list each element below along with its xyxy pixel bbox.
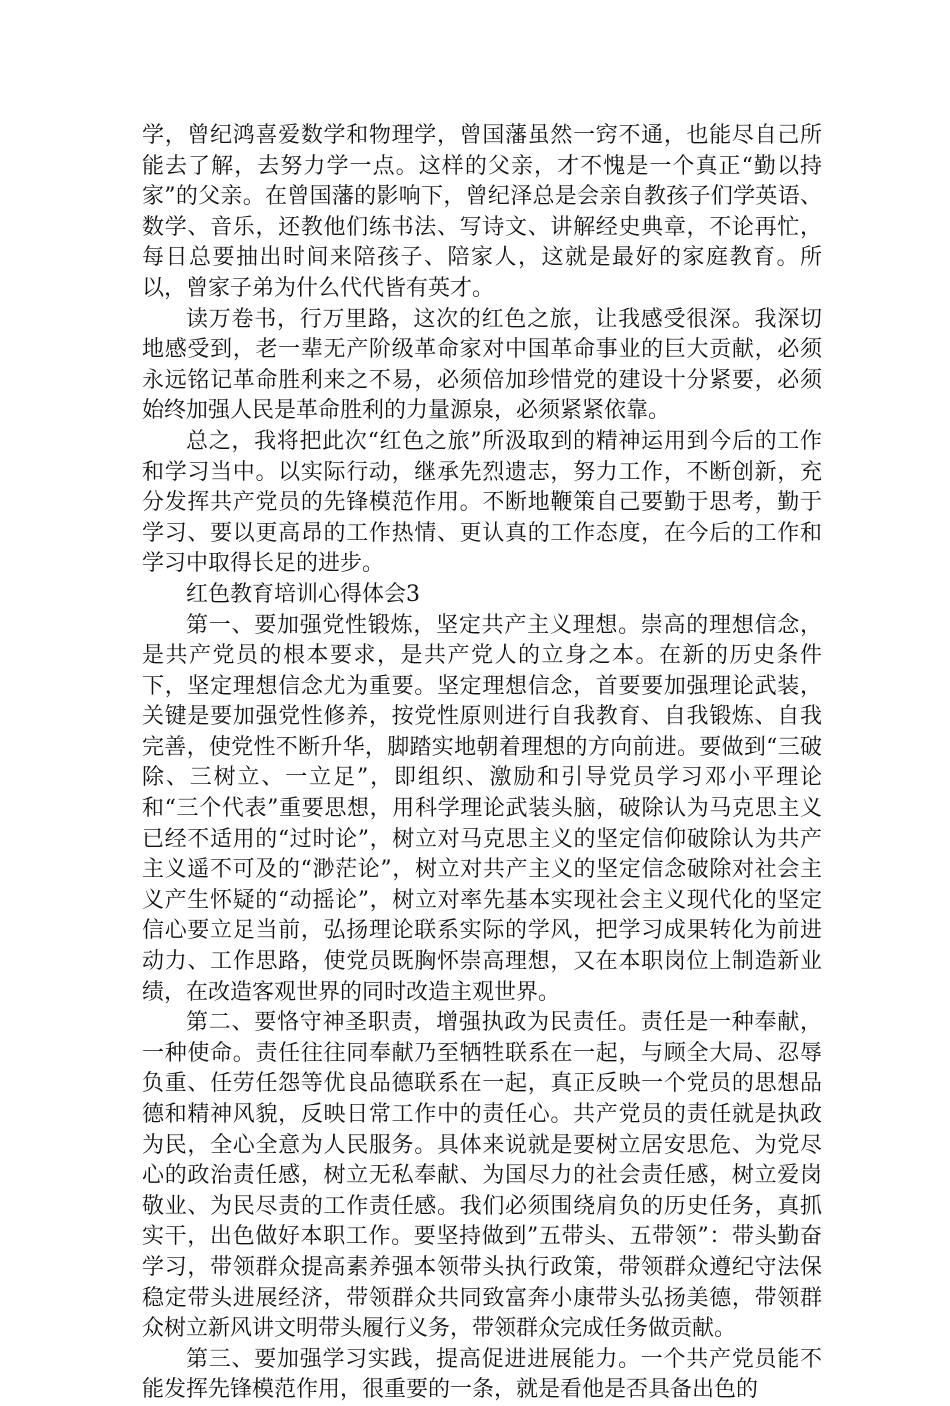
paragraph-red-tour-reflection: 读万卷书，行万里路，这次的红色之旅，让我感受很深。我深切地感受到，老一辈无产阶级革命家对中国革命事业的巨大贡献，必须永远铭记革命胜利来之不易，必须倍加珍惜党的建设十分紧要，必须始终加强人民是革命胜利的力量源泉，必须紧紧依靠。 [142, 306, 822, 424]
paragraph-point-two: 第二、要恪守神圣职责，增强执政为民责任。责任是一种奉献，一种使命。责任往往同奉献乃至牺牲联系在一起，与顾全大局、忍辱负重、任劳任怨等优良品德联系在一起，真正反映一个党员的思想品德和精神风貌，反映日常工作中的责任心。共产党员的责任就是执政为民，全心全意为人民服务。具体来说就是要树立居安思危、为党尽心的政治责任感，树立无私奉献、为国尽力的社会责任感，树立爱岗敬业、为民尽责的工作责任感。我们必须围绕肩负的历史任务，真抓实干，出色做好本职工作。要坚持做到”五带头、五带领”：带头勤奋学习，带领群众提高素养强本领带头执行政策，带领群众遵纪守法保稳定带头进展经济，带领群众共同致富奔小康带头弘扬美德，带领群众树立新风讲文明带头履行义务，带领群众完成任务做贡献。 [142, 1010, 822, 1342]
paragraph-point-one: 第一、要加强党性锻炼，坚定共产主义理想。崇高的理想信念，是共产党员的根本要求，是共产党人的立身之本。在新的历史条件下，坚定理想信念尤为重要。坚定理想信念，首要要加强理论武装，关键是要加强党性修养，按党性原则进行自我教育、自我锻炼、自我完善，使党性不断升华，脚踏实地朝着理想的方向前进。要做到“三破除、三树立、一立足”，即组织、激励和引导党员学习邓小平理论和“三个代表”重要思想，用科学理论武装头脑，破除认为马克思主义已经不适用的“过时论”，树立对马克思主义的坚定信仰破除认为共产主义遥不可及的“渺茫论”，树立对共产主义的坚定信念破除对社会主义产生怀疑的“动摇论”，树立对率先基本实现社会主义现代化的坚定信心要立足当前，弘扬理论联系实际的学风，把学习成果转化为前进动力、工作思路，使党员既胸怀崇高理想，又在本职岗位上制造新业绩，在改造客观世界的同时改造主观世界。 [142, 612, 822, 1005]
paragraph-family-education: 学，曾纪鸿喜爱数学和物理学，曾国藩虽然一窍不通，也能尽自己所能去了解，去努力学一点。这样的父亲，才不愧是一个真正“勤以持家”的父亲。在曾国藩的影响下，曾纪泽总是会亲自教孩子们学英语、数学、音乐，还教他们练书法、写诗文、讲解经史典章，不论再忙，每日总要抽出时间来陪孩子、陪家人，这就是最好的家庭教育。所以，曾家子弟为什么代代皆有英才。 [142, 123, 822, 301]
paragraph-point-three: 第三、要加强学习实践，提高促进进展能力。一个共产党员能不能发挥先锋模范作用，很重要的一条，就是看他是否具备出色的 [142, 1346, 822, 1403]
paragraph-conclusion: 总之，我将把此次“红色之旅”所汲取到的精神运用到今后的工作和学习当中。以实际行动，继承先烈遗志，努力工作，不断创新，充分发挥共产党员的先锋模范作用。不断地鞭策自己要勤于思考，勤于学习、要以更高昂的工作热情、更认真的工作态度，在今后的工作和学习中取得长足的进步。 [142, 428, 822, 577]
document-body [142, 121, 822, 1406]
section-heading: 红色教育培训心得体会3 [186, 581, 420, 607]
